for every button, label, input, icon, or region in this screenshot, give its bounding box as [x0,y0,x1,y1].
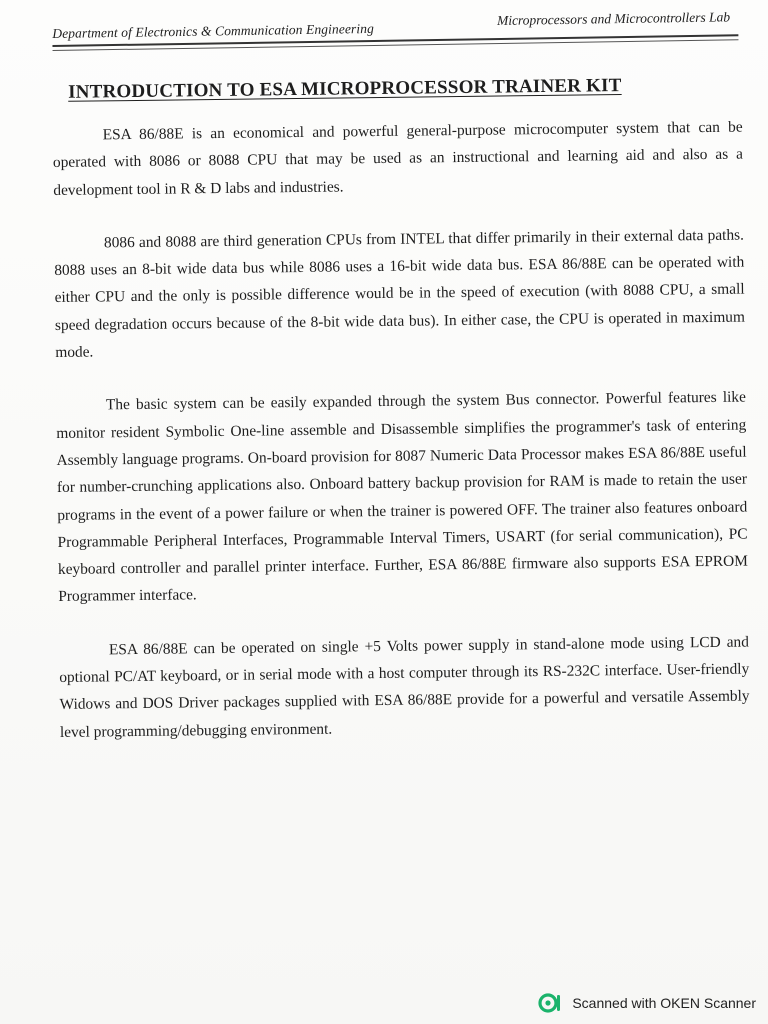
paragraph-3: The basic system can be easily expanded through the system Bus connector. Powerful features like monitor resident Symbolic One-line assemble and Disassemble simplifies the programmer's task of entering Assembly language programs. On-board provision for 8087 Numeric Data Processor makes ESA 86/88E useful for number-crunching applications also. Onboard battery backup provision for RAM is made to retain the user programs in the event of a power failure or when the trainer is powered OFF. The trainer also features onboard Programmable Peripheral Interfaces, Programmable Interval Timers, USART (for serial communication), PC keyboard controller and parallel printer interface. Further, ESA 86/88E firmware also supports ESA EPROM Programmer interface. [56,388,749,606]
paragraph-2: 8086 and 8088 are third generation CPUs from INTEL that differ primarily in their external data paths. 8088 uses an 8-bit wide data bus while 8086 uses a 16-bit wide data bus. ESA 86/88E can be operated with either CPU and the only is possible difference would be in the speed of execution (with 8088 CPU, a small speed degradation occurs because of the 8-bit wide data bus). In either case, the CPU is operated in maximum mode. [54,226,746,362]
scanner-watermark [538,992,756,1014]
document-body [52,74,750,772]
paragraph-4: ESA 86/88E can be operated on single +5 Volts power supply in stand-alone mode using LCD and optional PC/AT keyboard, or in serial mode with a host computer through its RS-232C interface. User-friendly Widows and DOS Driver packages supplied with ESA 86/88E provide for a powerful and versatile Assembly level programming/debugging environment. [59,633,750,741]
header-lab-name: Microprocessors and Microcontrollers Lab [496,9,731,29]
page-title: INTRODUCTION TO ESA MICROPROCESSOR TRAINER KIT [67,75,622,103]
page-header [52,5,739,56]
header-department: Department of Electronics & Communication Engineering [52,20,374,41]
scanner-watermark-text: Scanned with OKEN Scanner [572,995,756,1011]
paragraph-1: ESA 86/88E is an economical and powerful general-purpose microcomputer system that can be operated with 8086 or 8088 CPU that may be used as an instructional and learning aid and also as a development tool in R & D labs and industries. [52,118,744,199]
oken-scanner-logo-icon [538,992,564,1014]
